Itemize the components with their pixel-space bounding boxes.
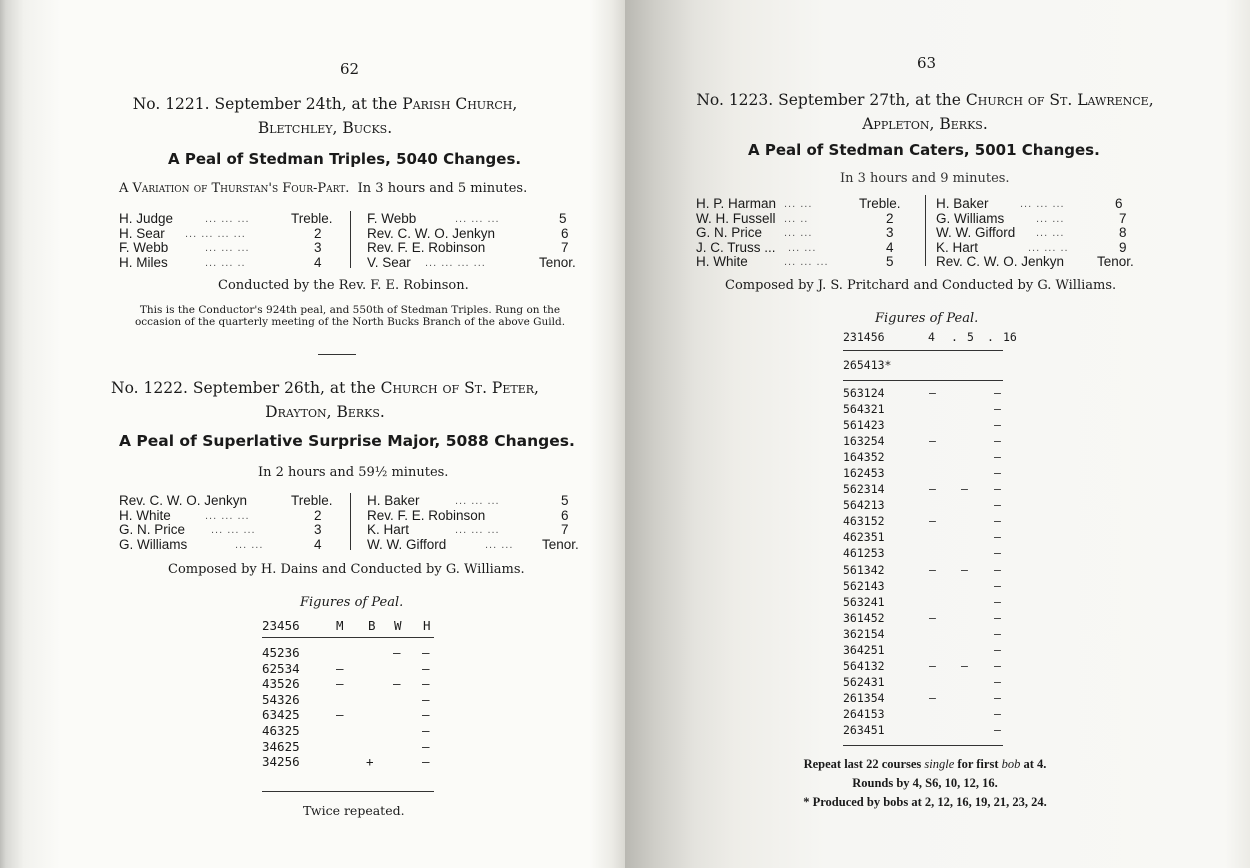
peal-place-line2: Appleton, Berks. [862, 115, 988, 133]
fig-cell-c: — [994, 418, 1001, 433]
fig-cell-h: — [422, 754, 430, 770]
fig-cell-seq: 561423 [843, 418, 885, 433]
peal-variation: A Variation of Thurstan's Four-Part. [119, 181, 350, 196]
figures-row [843, 659, 1013, 675]
ringer-row [119, 212, 589, 227]
note-italic: bob [1001, 757, 1021, 771]
ringer-row [696, 226, 1166, 241]
peal-date: September 26th, at the [192, 379, 376, 397]
fig-cell-a: — [929, 434, 936, 449]
fig-cell-h: — [422, 660, 430, 676]
bell: 2 [886, 210, 894, 226]
peal-note: This is the Conductor's 924th peal, and 550th of Stedman Triples. Rung on the occasion of the quarterly meeting of the North Bucks Branch of the above Guild. [134, 304, 566, 328]
ringer-row [119, 241, 589, 256]
bell: 5 [561, 493, 569, 508]
fig-cell-c: — [994, 706, 1001, 721]
fig-cell-a: — [929, 690, 936, 705]
bell: 8 [1119, 225, 1127, 240]
peal-title: A Peal of Stedman Caters, 5001 Changes. [748, 141, 1100, 159]
figures-header-rule [262, 637, 434, 638]
section-divider [318, 354, 356, 355]
bell: Treble. [291, 211, 333, 226]
figures-row [843, 530, 1013, 546]
ringer-row [119, 256, 589, 271]
fig-cell-seq: 564213 [843, 498, 885, 513]
figures-row [843, 546, 1013, 562]
dots: ... .. [784, 212, 809, 225]
figures-row [843, 691, 1013, 707]
ringer-name: J. C. Truss ... [696, 239, 776, 255]
dots: ... ... ... ... [185, 227, 246, 240]
ringer-row [119, 509, 589, 524]
note-text: at 4. [1023, 757, 1047, 771]
figures-row [843, 402, 1013, 418]
fig-cell-c: — [994, 450, 1001, 465]
fig-col-dot: . [987, 330, 994, 344]
ringer-name: H. White [119, 507, 171, 523]
dots: ... ... [788, 241, 817, 254]
figures-header [843, 330, 1017, 346]
fig-cell-seq: 562143 [843, 578, 885, 593]
fig-cell-c: — [994, 690, 1001, 705]
peal-header-1223 [625, 88, 1225, 136]
bell: Treble. [859, 196, 901, 211]
bell: 9 [1119, 239, 1127, 255]
ringer-name: H. Judge [119, 211, 174, 226]
peal-place-line2: Drayton, Berks. [265, 403, 385, 421]
figures-row [262, 723, 442, 739]
fig-col-h: H [423, 618, 431, 633]
peal-place: Church of St. Lawrence, [965, 91, 1154, 109]
figures-row [843, 482, 1013, 498]
dots: ... ... .. [1028, 241, 1069, 254]
fig-cell-seq: 43526 [262, 676, 300, 692]
fig-cell-seq: 364251 [843, 642, 885, 657]
fig-cell-seq: 264153 [843, 706, 885, 721]
figures-row [262, 676, 442, 692]
fig-cell-b: — [961, 658, 968, 673]
fig-cell-c: — [994, 610, 1001, 625]
fig-cell-c: — [994, 434, 1001, 449]
figures-row [843, 418, 1013, 434]
fig-cell-seq: 463152 [843, 514, 885, 529]
figures-subheader-rule [843, 380, 1003, 381]
peal-date: September 27th, at the [778, 91, 961, 109]
fig-cell-c: — [994, 674, 1001, 689]
bell: Treble. [291, 493, 333, 508]
figures-row [262, 754, 442, 770]
ringer-name: H. Sear [119, 225, 165, 241]
bell: 7 [561, 522, 569, 537]
page-number: 63 [917, 54, 937, 72]
figures-row [843, 707, 1013, 723]
bell: Tenor. [1097, 254, 1134, 269]
fig-cell-seq: 561342 [843, 562, 885, 577]
figures-row [843, 643, 1013, 659]
figures-row [843, 450, 1013, 466]
fig-cell-c: — [994, 658, 1001, 673]
ringer-row [119, 494, 589, 509]
fig-cell-a: — [929, 610, 936, 625]
fig-cell-h: — [422, 738, 430, 754]
dots: ... ... [1036, 227, 1065, 239]
ringer-name: Rev. C. W. O. Jenkyn [119, 493, 248, 508]
ringer-name: V. Sear [367, 254, 411, 270]
bell: 3 [314, 522, 322, 537]
peal-number: No. 1222. [111, 379, 188, 397]
figures-row [843, 675, 1013, 691]
dots: ... ... ... [205, 213, 250, 225]
fig-col-order: 23456 [262, 618, 300, 633]
ringer-name: Rev. C. W. O. Jenkyn [367, 225, 496, 241]
ringers-table [119, 212, 589, 270]
dots: ... ... [1036, 212, 1065, 225]
peal-title: A Peal of Superlative Surprise Major, 5088 Changes. [119, 432, 575, 450]
note-text: for first [957, 757, 999, 771]
note-rounds: Rounds by 4, S6, 10, 12, 16. [852, 776, 998, 790]
figures-row [843, 611, 1013, 627]
note-produced: * Produced by bobs at 2, 12, 16, 19, 21, 23, 24. [803, 795, 1047, 809]
dots: ... ... ... [784, 256, 829, 268]
column-divider [350, 493, 351, 550]
dots: ... ... [784, 227, 813, 239]
bell: 2 [314, 507, 322, 523]
peal-number: No. 1223. [696, 91, 774, 109]
bell: Tenor. [539, 254, 576, 270]
dots: ... ... [485, 538, 514, 551]
bell: 7 [561, 240, 569, 255]
peal-time: In 3 hours and 9 minutes. [840, 171, 1010, 186]
peal-place: Church of St. Peter, [380, 379, 539, 397]
figures-row [262, 645, 442, 661]
fig-cell-m: — [336, 660, 344, 676]
ringers-table [119, 494, 589, 552]
fig-cell-c: — [994, 466, 1001, 481]
fig-col-16: 16 [1003, 330, 1017, 344]
peal-number: No. 1221. [132, 95, 210, 113]
ringer-row [119, 523, 589, 538]
ringer-name: Rev. C. W. O. Jenkyn [936, 254, 1065, 269]
fig-cell-h: — [422, 722, 430, 738]
ringer-name: H. Baker [367, 493, 420, 508]
fig-cell-seq: 46325 [262, 722, 300, 738]
peal-variation-line [119, 181, 527, 196]
fig-cell-seq: 461253 [843, 546, 885, 561]
fig-col-w: W [394, 618, 402, 633]
fig-cell-c: — [994, 482, 1001, 497]
fig-cell-h: — [422, 645, 430, 660]
fig-col-4: 4 [928, 330, 935, 344]
dots: ... ... [235, 538, 264, 551]
ringer-name: F. Webb [367, 211, 417, 226]
peal-time: In 2 hours and 59½ minutes. [258, 465, 449, 480]
ringer-name: Rev. F. E. Robinson [367, 240, 486, 255]
fig-cell-seq: 45236 [262, 645, 300, 660]
fig-cell-seq: 562314 [843, 482, 885, 497]
fig-cell-w: — [393, 645, 401, 660]
fig-cell-seq: 361452 [843, 610, 885, 625]
ringer-name: G. Williams [119, 536, 188, 552]
column-divider [925, 195, 926, 266]
figures-first-row: 265413* [843, 358, 892, 372]
right-page [625, 0, 1250, 868]
ringer-name: K. Hart [936, 239, 979, 255]
figures-title: Figures of Peal. [875, 311, 979, 326]
fig-cell-a: — [929, 658, 936, 673]
composed-by: Composed by J. S. Pritchard and Conducted by G. Williams. [725, 278, 1117, 293]
fig-cell-c: — [994, 498, 1001, 513]
bell: 6 [561, 507, 569, 523]
conducted-by: Conducted by the Rev. F. E. Robinson. [218, 278, 469, 293]
figures-title: Figures of Peal. [300, 595, 404, 610]
fig-cell-c: — [994, 402, 1001, 417]
note-italic: single [924, 757, 955, 771]
figures-notes [725, 755, 1125, 812]
ringer-row [119, 227, 589, 242]
ringer-name: G. N. Price [696, 225, 763, 240]
ringer-name: F. Webb [119, 240, 169, 255]
figures-row [843, 514, 1013, 530]
fig-cell-seq: 564132 [843, 658, 885, 673]
figures-row [262, 661, 442, 677]
fig-cell-seq: 563241 [843, 594, 885, 609]
fig-cell-c: — [994, 578, 1001, 593]
dots: ... ... ... [211, 524, 256, 536]
fig-col-order: 231456 [843, 330, 885, 344]
figures-row [843, 563, 1013, 579]
fig-cell-b: — [961, 482, 968, 497]
ringer-row [119, 538, 589, 553]
fig-col-m: M [336, 618, 344, 633]
dots: ... ... ... [205, 509, 250, 522]
fig-cell-seq: 261354 [843, 690, 885, 705]
ringer-row [696, 197, 1166, 212]
figures-footer: Twice repeated. [303, 803, 405, 818]
fig-cell-h: — [422, 707, 430, 723]
fig-cell-c: — [994, 386, 1001, 400]
bell: 6 [1115, 196, 1123, 211]
figures-row [843, 498, 1013, 514]
fig-cell-seq: 34625 [262, 738, 300, 754]
fig-cell-seq: 63425 [262, 707, 300, 723]
bell: 2 [314, 225, 322, 241]
fig-cell-seq: 563124 [843, 386, 885, 400]
dots: ... ... ... [455, 495, 500, 507]
fig-cell-h: — [422, 691, 430, 707]
ringers-table [696, 197, 1166, 270]
bell: 6 [561, 225, 569, 241]
fig-cell-c: — [994, 530, 1001, 545]
figures-row [843, 466, 1013, 482]
fig-cell-seq: 263451 [843, 722, 885, 737]
bell: 5 [886, 254, 894, 269]
bell: 5 [559, 211, 567, 226]
fig-cell-c: — [994, 514, 1001, 529]
peal-header-1222 [25, 376, 625, 424]
note-repeat [725, 755, 1125, 774]
figures-header-rule [843, 350, 1003, 351]
fig-cell-seq: 163254 [843, 434, 885, 449]
bell: 7 [1119, 210, 1127, 226]
fig-cell-b: + [366, 754, 374, 770]
composed-by: Composed by H. Dains and Conducted by G. Williams. [168, 562, 525, 577]
fig-cell-a: — [929, 514, 936, 529]
page-number: 62 [340, 60, 360, 78]
figures-row [262, 692, 442, 708]
figures-row [843, 579, 1013, 595]
fig-cell-seq: 564321 [843, 402, 885, 417]
dots: ... ... ... [1020, 198, 1065, 210]
fig-cell-a: — [929, 386, 936, 400]
fig-cell-seq: 562431 [843, 674, 885, 689]
fig-cell-c: — [994, 626, 1001, 641]
fig-cell-w: — [393, 676, 401, 692]
fig-cell-m: — [336, 707, 344, 723]
peal-date: September 24th, at the [214, 95, 398, 113]
dots: ... ... ... [455, 213, 500, 225]
figures-header [262, 618, 442, 634]
peal-header-1221 [25, 92, 625, 140]
fig-cell-m: — [336, 676, 344, 692]
figures-row [262, 707, 442, 723]
dots: ... ... ... ... [425, 256, 486, 269]
column-divider [350, 211, 351, 268]
ringer-name: H. Baker [936, 196, 989, 211]
fig-cell-seq: 362154 [843, 626, 885, 641]
fig-cell-seq: 34256 [262, 754, 300, 770]
ringer-name: G. N. Price [119, 522, 186, 537]
fig-cell-a: — [929, 482, 936, 497]
peal-title: A Peal of Stedman Triples, 5040 Changes. [168, 150, 522, 168]
dots: ... ... ... [205, 242, 250, 254]
fig-cell-c: — [994, 594, 1001, 609]
fig-cell-b: — [961, 562, 968, 577]
figures-table [262, 645, 442, 770]
fig-cell-seq: 462351 [843, 530, 885, 545]
ringer-name: H. White [696, 254, 748, 269]
figures-row [843, 595, 1013, 611]
ringer-name: H. Miles [119, 254, 168, 270]
ringer-name: G. Williams [936, 210, 1005, 226]
bell: 3 [886, 225, 894, 240]
ringer-name: K. Hart [367, 522, 410, 537]
figures-bottom-rule [262, 791, 434, 792]
figures-row [262, 739, 442, 755]
figures-bottom-rule [843, 745, 1003, 746]
ringer-row [696, 241, 1166, 256]
bell: 3 [314, 240, 322, 255]
dots: ... ... [784, 198, 813, 210]
ringer-name: H. P. Harman [696, 196, 777, 211]
fig-cell-c: — [994, 722, 1001, 737]
fig-cell-a: — [929, 562, 936, 577]
figures-row [843, 386, 1013, 402]
fig-cell-c: — [994, 642, 1001, 657]
ringer-name: W. W. Gifford [367, 536, 447, 552]
fig-cell-seq: 164352 [843, 450, 885, 465]
ringer-name: Rev. F. E. Robinson [367, 507, 486, 523]
ringer-row [696, 212, 1166, 227]
bell: 4 [886, 239, 894, 255]
peal-place: Parish Church, [402, 95, 518, 113]
bell: 4 [314, 254, 322, 270]
peal-place-line2: Bletchley, Bucks. [257, 119, 393, 137]
fig-cell-seq: 54326 [262, 691, 300, 707]
fig-cell-h: — [422, 676, 430, 692]
fig-col-b: B [368, 618, 376, 633]
peal-time: In 3 hours and 5 minutes. [357, 181, 528, 196]
bell: Tenor. [542, 536, 579, 552]
fig-cell-seq: 162453 [843, 466, 885, 481]
dots: ... ... ... [455, 524, 500, 536]
ringer-name: W. H. Fussell [696, 210, 776, 226]
fig-cell-c: — [994, 546, 1001, 561]
dots: ... ... .. [205, 256, 246, 269]
figures-row [843, 434, 1013, 450]
fig-cell-seq: 62534 [262, 660, 300, 676]
note-text: Repeat last 22 courses [803, 757, 922, 771]
fig-cell-c: — [994, 562, 1001, 577]
fig-col-5: 5 [967, 330, 974, 344]
bell: 4 [314, 536, 322, 552]
figures-row [843, 723, 1013, 739]
figures-row [843, 627, 1013, 643]
fig-col-dot: . [951, 330, 958, 344]
figures-table [843, 386, 1013, 739]
ringer-name: W. W. Gifford [936, 225, 1016, 240]
ringer-row [696, 255, 1166, 270]
